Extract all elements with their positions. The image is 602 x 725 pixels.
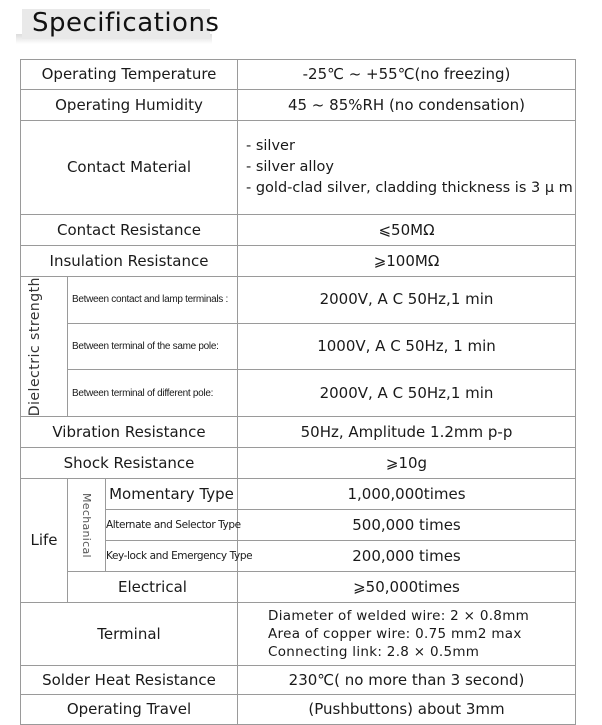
electrical-value: ⩾50,000times <box>238 572 576 603</box>
terminal-item: Area of copper wire: 0.75 mm2 max <box>268 626 522 643</box>
row-label-operating-travel: Operating Travel <box>21 695 238 725</box>
row-value-operating-travel: (Pushbuttons) about 3mm <box>238 695 576 725</box>
table-row <box>21 90 576 121</box>
row-label-operating-temperature: Operating Temperature <box>21 60 238 90</box>
mechanical-item-label: Momentary Type <box>106 479 238 510</box>
row-value-solder-heat-resistance: 230℃( no more than 3 second) <box>238 666 576 695</box>
mechanical-item-value: 500,000 times <box>238 510 576 541</box>
contact-material-item: - gold-clad silver, cladding thickness is 3 μ m <box>246 180 573 196</box>
row-label-operating-humidity: Operating Humidity <box>21 90 238 121</box>
dielectric-item-label: Between terminal of the same pole: <box>68 323 238 370</box>
contact-material-item: - silver alloy <box>246 159 334 175</box>
row-value-contact-material <box>238 121 576 215</box>
row-value-terminal <box>238 603 576 666</box>
terminal-item: Diameter of welded wire: 2 × 0.8mm <box>268 608 530 625</box>
page-title: Specifications <box>32 8 220 38</box>
row-label-insulation-resistance: Insulation Resistance <box>21 246 238 277</box>
table-row <box>21 572 576 603</box>
table-row <box>21 695 576 725</box>
table-row <box>21 60 576 90</box>
dielectric-strength-label-cell <box>21 277 68 417</box>
mechanical-item-value: 1,000,000times <box>238 479 576 510</box>
row-value-vibration-resistance: 50Hz, Amplitude 1.2mm p-p <box>238 417 576 448</box>
row-label-terminal: Terminal <box>21 603 238 666</box>
mechanical-item-label: Key-lock and Emergency Type <box>106 541 238 572</box>
dielectric-strength-label: Dielectric strength <box>27 277 43 417</box>
mechanical-item-value: 200,000 times <box>238 541 576 572</box>
table-row <box>21 603 576 666</box>
life-label: Life <box>21 479 68 603</box>
row-value-operating-humidity: 45 ~ 85%RH (no condensation) <box>238 90 576 121</box>
dielectric-item-value: 2000V, A C 50Hz,1 min <box>238 277 576 324</box>
title-banner <box>22 6 220 46</box>
dielectric-item-value: 1000V, A C 50Hz, 1 min <box>238 323 576 370</box>
mechanical-label-cell <box>68 479 106 572</box>
row-value-insulation-resistance: ⩾100MΩ <box>238 246 576 277</box>
dielectric-item-label: Between terminal of different pole: <box>68 370 238 417</box>
table-row <box>21 246 576 277</box>
terminal-item: Connecting link: 2.8 × 0.5mm <box>268 644 480 661</box>
row-value-operating-temperature: -25℃ ~ +55℃(no freezing) <box>238 60 576 90</box>
mechanical-item-label: Alternate and Selector Type <box>106 510 238 541</box>
dielectric-item-value: 2000V, A C 50Hz,1 min <box>238 370 576 417</box>
table-row <box>21 215 576 246</box>
table-row <box>21 666 576 695</box>
table-row <box>21 121 576 215</box>
table-row <box>21 479 576 510</box>
row-label-vibration-resistance: Vibration Resistance <box>21 417 238 448</box>
contact-material-item: - silver <box>246 138 295 154</box>
row-value-contact-resistance: ⩽50MΩ <box>238 215 576 246</box>
table-row <box>21 370 576 417</box>
table-row <box>21 277 576 324</box>
table-row <box>21 323 576 370</box>
electrical-label: Electrical <box>68 572 238 603</box>
dielectric-item-label: Between contact and lamp terminals : <box>68 277 238 324</box>
table-row <box>21 417 576 448</box>
mechanical-label: Mechanical <box>80 492 93 558</box>
specifications-table <box>20 59 576 725</box>
row-label-solder-heat-resistance: Solder Heat Resistance <box>21 666 238 695</box>
row-label-contact-resistance: Contact Resistance <box>21 215 238 246</box>
row-label-shock-resistance: Shock Resistance <box>21 448 238 479</box>
row-label-contact-material: Contact Material <box>21 121 238 215</box>
table-row <box>21 448 576 479</box>
row-value-shock-resistance: ⩾10g <box>238 448 576 479</box>
